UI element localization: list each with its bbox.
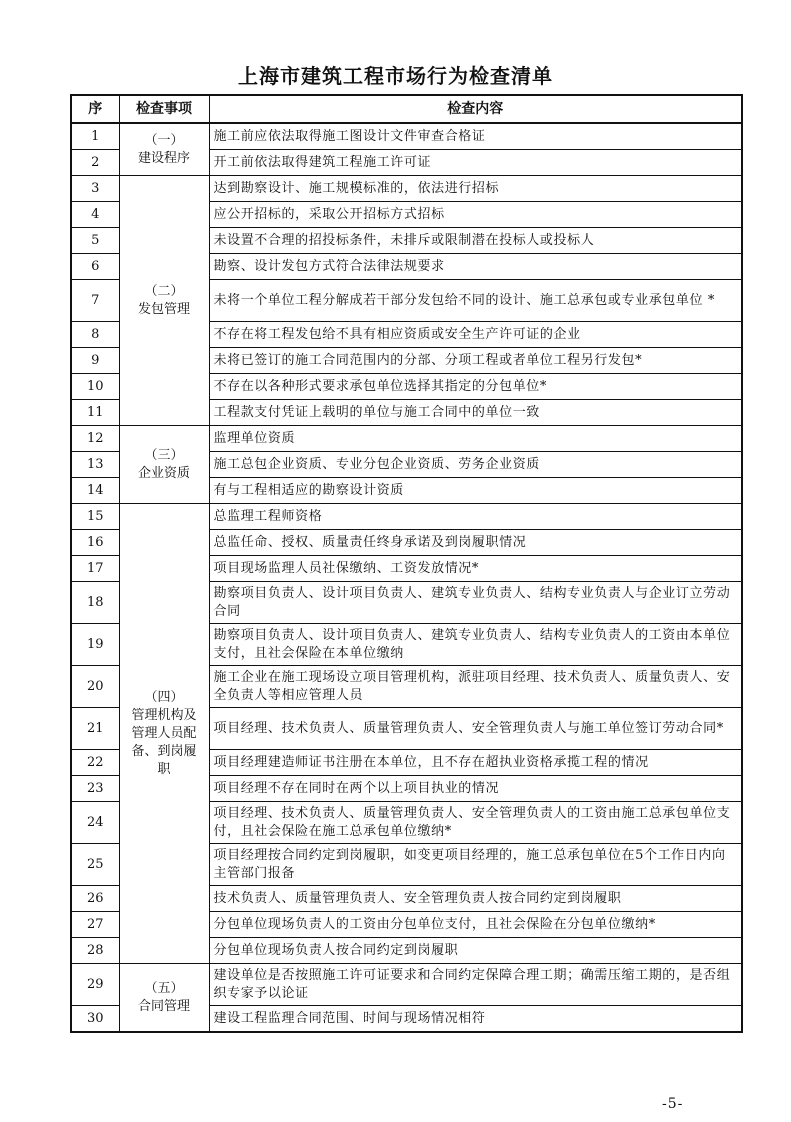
check-item-text: 有与工程相适应的勘察设计资质 (209, 478, 742, 504)
checklist-body (71, 123, 742, 1032)
check-item-text: 技术负责人、质量管理负责人、安全管理负责人按合同约定到岗履职 (209, 886, 742, 912)
checklist-table (70, 94, 743, 1033)
header-seq: 序 (71, 95, 119, 123)
check-item-text: 开工前依法取得建筑工程施工许可证 (209, 150, 742, 176)
check-item-text: 未设置不合理的招投标条件，未排斥或限制潜在投标人或投标人 (209, 228, 742, 254)
row-number: 22 (71, 750, 119, 776)
row-number: 16 (71, 530, 119, 556)
check-item-text: 分包单位现场负责人的工资由分包单位支付，且社会保险在分包单位缴纳* (209, 912, 742, 938)
row-number: 4 (71, 202, 119, 228)
check-item-text: 监理单位资质 (209, 426, 742, 452)
check-item-text: 施工前应依法取得施工图设计文件审查合格证 (209, 123, 742, 150)
check-item-text: 总监任命、授权、质量责任终身承诺及到岗履职情况 (209, 530, 742, 556)
row-number: 13 (71, 452, 119, 478)
table-row (71, 426, 742, 452)
check-item-text: 不存在将工程发包给不具有相应资质或安全生产许可证的企业 (209, 322, 742, 348)
row-number: 14 (71, 478, 119, 504)
check-item-text: 不存在以各种形式要求承包单位选择其指定的分包单位* (209, 374, 742, 400)
row-number: 6 (71, 254, 119, 280)
check-item-text: 项目经理、技术负责人、质量管理负责人、安全管理负责人与施工单位签订劳动合同* (209, 708, 742, 750)
check-item-text: 建设单位是否按照施工许可证要求和合同约定保障合理工期；确需压缩工期的，是否组织专家予以论证 (209, 964, 742, 1006)
row-number: 15 (71, 504, 119, 530)
page-number: -5- (662, 1096, 684, 1112)
category-cell: （二） 发包管理 (119, 176, 209, 426)
category-cell: （三） 企业资质 (119, 426, 209, 504)
check-item-text: 未将一个单位工程分解成若干部分发包给不同的设计、施工总承包或专业承包单位 * (209, 280, 742, 322)
row-number: 7 (71, 280, 119, 322)
table-row (71, 176, 742, 202)
row-number: 9 (71, 348, 119, 374)
row-number: 3 (71, 176, 119, 202)
row-number: 29 (71, 964, 119, 1006)
check-item-text: 项目现场监理人员社保缴纳、工资发放情况* (209, 556, 742, 582)
check-item-text: 施工企业在施工现场设立项目管理机构，派驻项目经理、技术负责人、质量负责人、安全负责人等相应管理人员 (209, 666, 742, 708)
header-row (71, 95, 742, 123)
category-cell: （四） 管理机构及 管理人员配 备、到岗履 职 (119, 504, 209, 964)
row-number: 2 (71, 150, 119, 176)
document-title: 上海市建筑工程市场行为检查清单 (238, 64, 553, 88)
row-number: 23 (71, 776, 119, 802)
check-item-text: 达到勘察设计、施工规模标准的，依法进行招标 (209, 176, 742, 202)
check-item-text: 总监理工程师资格 (209, 504, 742, 530)
table-row (71, 123, 742, 150)
row-number: 21 (71, 708, 119, 750)
row-number: 20 (71, 666, 119, 708)
row-number: 26 (71, 886, 119, 912)
header-item: 检查事项 (119, 95, 209, 123)
check-item-text: 施工总包企业资质、专业分包企业资质、劳务企业资质 (209, 452, 742, 478)
check-item-text: 应公开招标的，采取公开招标方式招标 (209, 202, 742, 228)
category-cell: （一） 建设程序 (119, 123, 209, 176)
row-number: 11 (71, 400, 119, 426)
category-cell: （五） 合同管理 (119, 964, 209, 1033)
row-number: 25 (71, 844, 119, 886)
check-item-text: 分包单位现场负责人按合同约定到岗履职 (209, 938, 742, 964)
check-item-text: 项目经理建造师证书注册在本单位，且不存在超执业资格承揽工程的情况 (209, 750, 742, 776)
row-number: 18 (71, 582, 119, 624)
check-item-text: 项目经理、技术负责人、质量管理负责人、安全管理负责人的工资由施工总承包单位支付，且社会保险在施工总承包单位缴纳* (209, 802, 742, 844)
row-number: 1 (71, 123, 119, 150)
row-number: 19 (71, 624, 119, 666)
check-item-text: 勘察、设计发包方式符合法律法规要求 (209, 254, 742, 280)
row-number: 12 (71, 426, 119, 452)
check-item-text: 勘察项目负责人、设计项目负责人、建筑专业负责人、结构专业负责人与企业订立劳动合同 (209, 582, 742, 624)
check-item-text: 项目经理按合同约定到岗履职，如变更项目经理的，施工总承包单位在5个工作日内向主管部门报备 (209, 844, 742, 886)
row-number: 8 (71, 322, 119, 348)
table-row (71, 504, 742, 530)
row-number: 24 (71, 802, 119, 844)
row-number: 30 (71, 1006, 119, 1033)
check-item-text: 未将已签订的施工合同范围内的分部、分项工程或者单位工程另行发包* (209, 348, 742, 374)
check-item-text: 勘察项目负责人、设计项目负责人、建筑专业负责人、结构专业负责人的工资由本单位支付，且社会保险在本单位缴纳 (209, 624, 742, 666)
check-item-text: 建设工程监理合同范围、时间与现场情况相符 (209, 1006, 742, 1033)
row-number: 10 (71, 374, 119, 400)
header-content: 检查内容 (209, 95, 742, 123)
check-item-text: 工程款支付凭证上载明的单位与施工合同中的单位一致 (209, 400, 742, 426)
row-number: 27 (71, 912, 119, 938)
row-number: 5 (71, 228, 119, 254)
check-item-text: 项目经理不存在同时在两个以上项目执业的情况 (209, 776, 742, 802)
row-number: 28 (71, 938, 119, 964)
row-number: 17 (71, 556, 119, 582)
table-row (71, 964, 742, 1006)
